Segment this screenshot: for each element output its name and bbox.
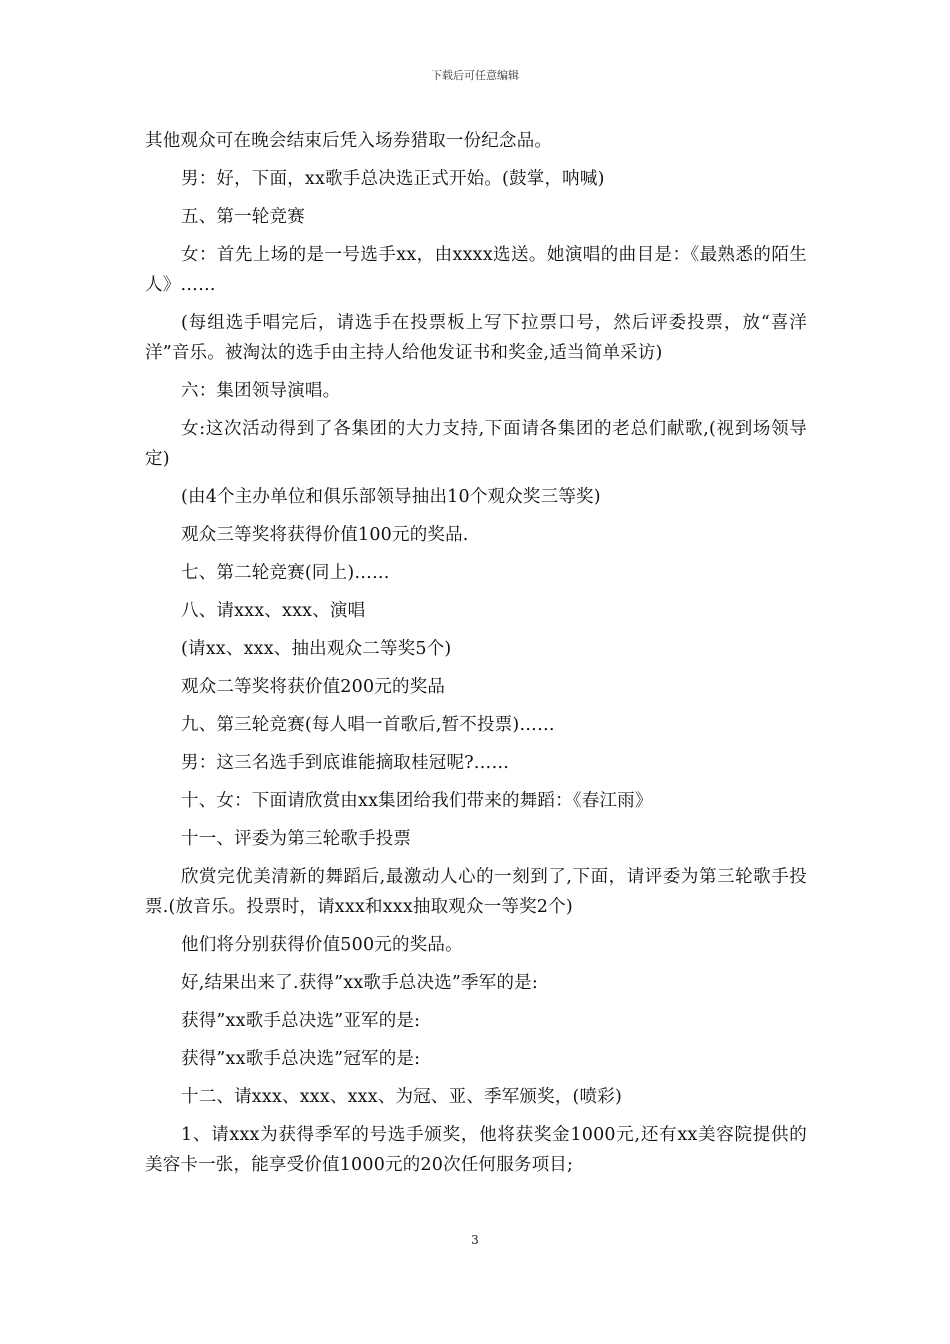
paragraph: 观众二等奖将获价值200元的奖品	[181, 677, 446, 697]
section-heading: 五、第一轮竞赛	[181, 207, 305, 227]
section-heading: 七、第二轮竞赛(同上)……	[181, 563, 390, 583]
section-heading: 十、女：下面请欣赏由xx集团给我们带来的舞蹈：《春江雨》	[181, 791, 653, 811]
paragraph: 获得”xx歌手总决选”冠军的是:	[181, 1049, 421, 1069]
paragraph: 好,结果出来了.获得”xx歌手总决选”季军的是:	[181, 973, 538, 993]
section-heading: 八、请xxx、xxx、演唱	[181, 601, 366, 621]
document-body	[145, 126, 807, 1188]
paragraph: 获得”xx歌手总决选”亚军的是:	[181, 1011, 421, 1031]
paragraph: (每组选手唱完后，请选手在投票板上写下拉票口号，然后评委投票，放“喜洋洋”音乐。被淘汰的选手由主持人给他发证书和奖金,适当简单采访)	[145, 313, 807, 363]
paragraph: (请xx、xxx、抽出观众二等奖5个)	[181, 639, 452, 659]
paragraph: 观众三等奖将获得价值100元的奖品.	[181, 525, 469, 545]
paragraph: 欣赏完优美清新的舞蹈后,最激动人心的一刻到了,下面，请评委为第三轮歌手投票.(放音乐。投票时，请xxx和xxx抽取观众一等奖2个)	[145, 867, 807, 917]
section-heading: 九、第三轮竞赛(每人唱一首歌后,暂不投票)……	[181, 715, 555, 735]
section-heading: 十一、评委为第三轮歌手投票	[181, 829, 412, 849]
paragraph: 女：首先上场的是一号选手xx，由xxxx选送。她演唱的曲目是：《最熟悉的陌生人》……	[145, 245, 807, 295]
paragraph: 男：这三名选手到底谁能摘取桂冠呢?……	[181, 753, 510, 773]
paragraph: (由4个主办单位和俱乐部领导抽出10个观众奖三等奖)	[181, 487, 601, 507]
paragraph: 女:这次活动得到了各集团的大力支持,下面请各集团的老总们献歌,(视到场领导定)	[145, 419, 807, 469]
section-heading: 六：集团领导演唱。	[181, 381, 341, 401]
paragraph: 1、请xxx为获得季军的号选手颁奖，他将获奖金1000元,还有xx美容院提供的美容卡一张，能享受价值1000元的20次任何服务项目;	[145, 1125, 807, 1175]
section-heading: 十二、请xxx、xxx、xxx、为冠、亚、季军颁奖，(喷彩)	[181, 1087, 622, 1107]
paragraph: 男：好，下面，xx歌手总决选正式开始。(鼓掌，呐喊)	[181, 169, 605, 189]
page-header: 下载后可任意编辑	[431, 69, 519, 82]
paragraph: 其他观众可在晚会结束后凭入场券猎取一份纪念品。	[145, 131, 553, 151]
page-number: 3	[471, 1233, 479, 1247]
paragraph: 他们将分别获得价值500元的奖品。	[181, 935, 463, 955]
